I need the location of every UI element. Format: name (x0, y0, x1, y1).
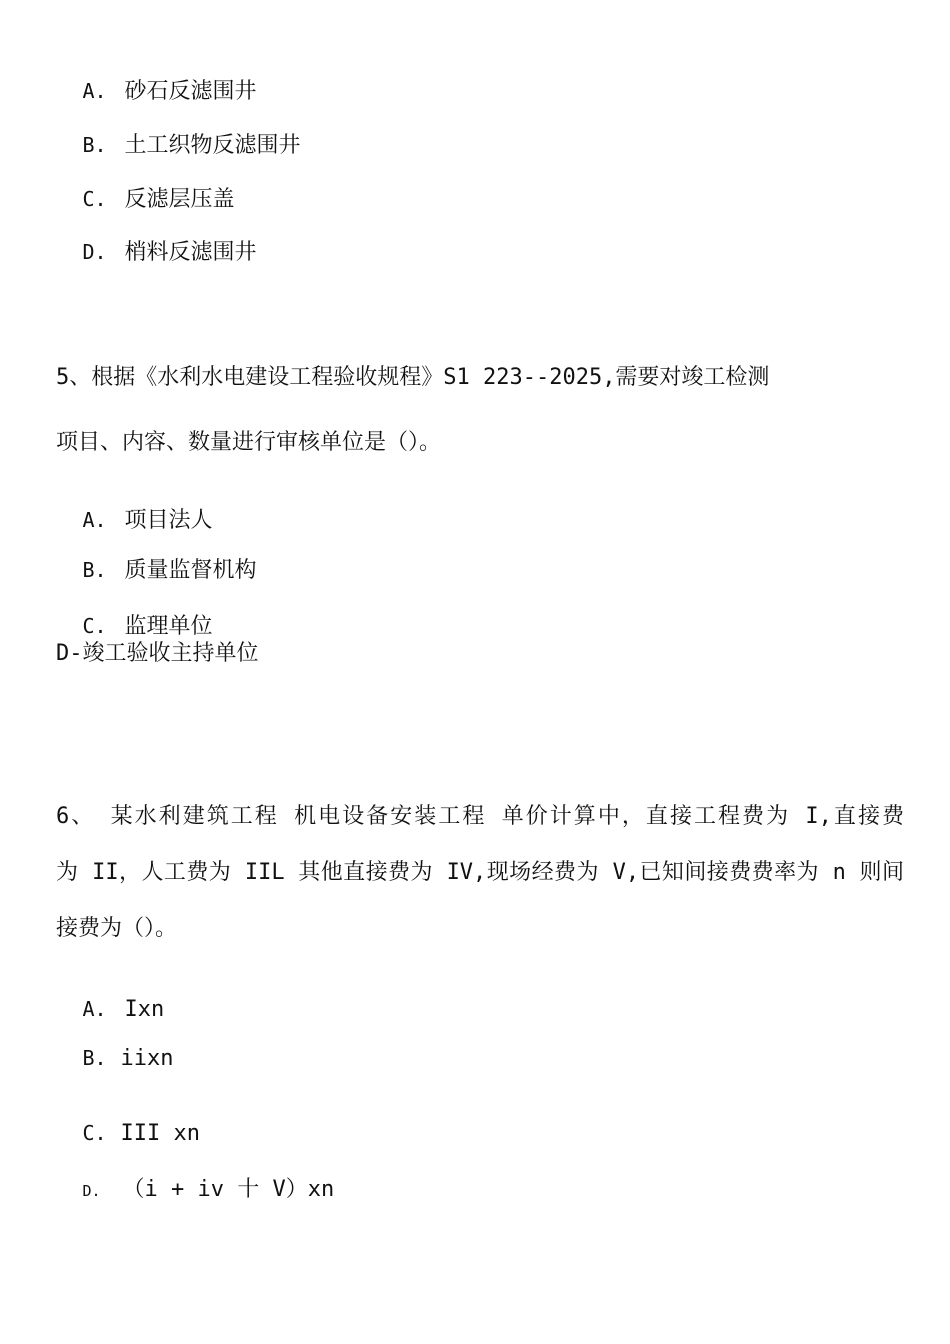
q4-option-c (56, 157, 235, 214)
q6-stem-line-3: 接费为（）。 (56, 916, 178, 941)
option-letter: B. (82, 1046, 107, 1070)
q6-option-b (56, 1016, 173, 1073)
option-letter: C. (82, 187, 107, 211)
q6-stem-line-1: 6、 某水利建筑工程 机电设备安装工程 单价计算中，直接工程费为 I,直接费 (56, 804, 904, 829)
q4-option-b (56, 103, 301, 160)
option-text: 项目法人 (124, 508, 213, 533)
option-text: 砂石反滤围井 (124, 79, 257, 104)
option-letter: B. (82, 558, 107, 582)
q5-option-d: D-竣工验收主持单位 (56, 641, 259, 666)
option-text: 反滤层压盖 (124, 187, 235, 212)
option-letter: A. (82, 508, 107, 532)
option-text: III xn (120, 1121, 200, 1146)
option-text: 土工织物反滤围井 (124, 133, 301, 158)
option-letter: A. (82, 997, 107, 1021)
q5-option-b (56, 528, 257, 585)
option-letter: C. (82, 614, 107, 638)
q4-option-a (56, 49, 257, 106)
q5-stem-line-2: 项目、内容、数量进行审核单位是（）。 (56, 430, 442, 455)
q6-stem-line-2: 为 II，人工费为 IIL 其他直接费为 IV,现场经费为 V,已知间接费费率为 n 则间 (56, 860, 904, 885)
option-letter: D. (82, 1182, 101, 1200)
q5-option-a (56, 478, 213, 535)
q5-stem-line-1: 5、根据《水利水电建设工程验收规程》S1 223--2025,需要对竣工检测 (56, 365, 770, 390)
q5-option-c (56, 584, 213, 641)
option-letter: C. (82, 1121, 107, 1145)
option-letter: B. (82, 133, 107, 157)
option-text: iixn (120, 1046, 174, 1071)
option-text: 梢料反滤围井 (124, 240, 257, 265)
q6-option-d (56, 1148, 334, 1205)
option-letter: A. (82, 79, 107, 103)
option-text: 监理单位 (124, 614, 213, 639)
q6-option-c (56, 1091, 200, 1148)
option-letter: D. (82, 240, 107, 264)
option-text: （i + iv 十 V）xn (122, 1177, 335, 1202)
option-text: 质量监督机构 (124, 558, 257, 583)
option-text: Ixn (124, 997, 165, 1022)
q4-option-d (56, 210, 257, 267)
